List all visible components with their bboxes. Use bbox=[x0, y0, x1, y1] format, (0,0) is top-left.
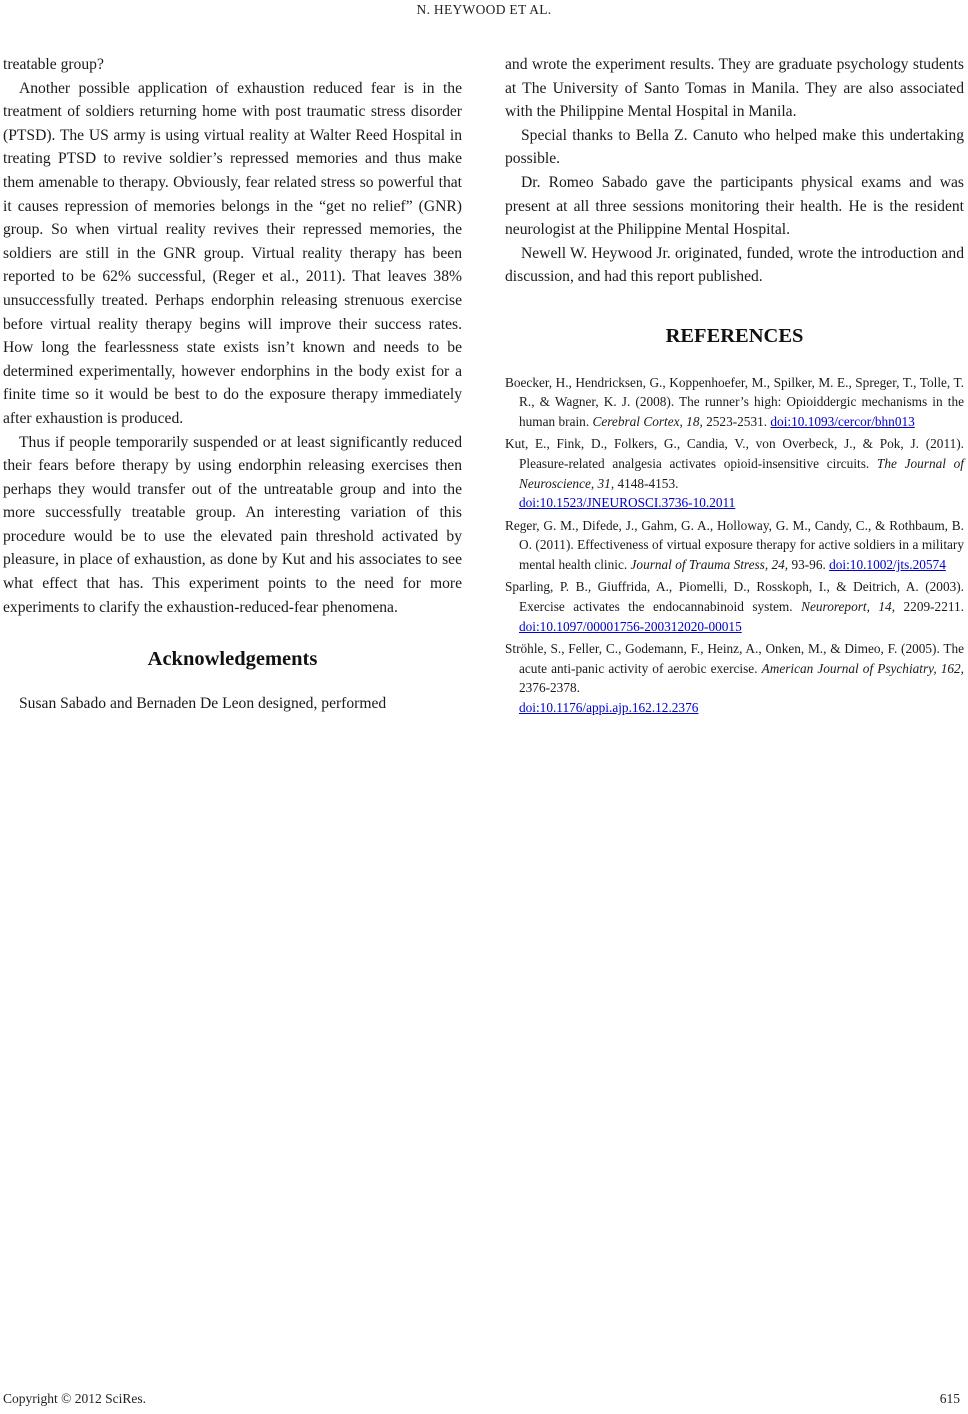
reference-pages: 93-96. bbox=[788, 556, 830, 572]
reference-authors: Sparling, P. B., Giuffrida, A., Piomelli, D., Rosskoph, I., & Deitrich, A. (2003). Exercise activates the endocannabinoid system. bbox=[505, 579, 964, 615]
reference-source: The Journal of Neuroscience, 31, bbox=[519, 455, 964, 491]
paragraph: Another possible application of exhaustion reduced fear is in the treatment of soldiers returning home with post traumatic stress disorder (PTSD). The US army is using virtual reality at Walter Reed Hospital in treating PTSD to revive soldier’s repressed memories and thus make them amenable to therapy. Obviously, fear related stress so powerful that it causes repression of memories belongs in the “get no relief” (GNR) group. So when virtual reality revives their repressed memories, the soldiers are still in the GNR group. Virtual reality therapy has been reported to be 62% successful, (Reger et al., 2011). That leaves 38% unsuccessfully treated. Perhaps endorphin releasing strenuous exercise before virtual reality therapy begins will improve their success rates. How long the fearlessness state exists isn’t known and needs to be determined experimentally, however endorphins in the body exist for a finite time so it would be best to do the exposure therapy immediately after exhaustion is produced. bbox=[3, 79, 462, 427]
references-heading: REFERENCES bbox=[665, 324, 804, 347]
reference-list bbox=[505, 373, 964, 718]
reference-pages: 2209-2211. bbox=[895, 599, 964, 615]
reference-item bbox=[505, 516, 964, 575]
running-head: N. HEYWOOD ET AL. bbox=[416, 2, 552, 17]
reference-authors: Ströhle, S., Feller, C., Godemann, F., Heinz, A., Onken, M., & Dimeo, F. (2005). The acute anti-panic activity of aerobic exercise. bbox=[505, 641, 964, 676]
reference-item bbox=[505, 577, 964, 636]
reference-source: Neuroreport, 14, bbox=[801, 599, 896, 615]
copyright-notice: Copyright © 2012 SciRes. bbox=[3, 1391, 147, 1406]
reference-item bbox=[505, 639, 964, 717]
reference-authors: Reger, G. M., Difede, J., Gahm, G. A., Holloway, G. M., Candy, C., & Rothbaum, B. O. (2011). Effectiveness of virtual exposure therapy for active soldiers in a military mental health clinic. bbox=[505, 517, 964, 572]
page-number: 615 bbox=[939, 1391, 960, 1406]
paragraph: Thus if people temporarily suspended or at least significantly reduced their fears before therapy by using endorphin releasing exercises then perhaps they would transfer out of the untreatable group and into the more successfully treatable group. An interesting variation of this procedure would be to use the elevated pain threshold activated by pleasure, in place of exhaustion, as done by Kut and his associates to see what effect that has. This experiment points to the need for more experiments to clarify the exhaustion-reduced-fear phenomena. bbox=[3, 433, 462, 616]
reference-authors: Kut, E., Fink, D., Folkers, G., Candia, V., von Overbeck, J., & Pok, J. (2011). Pleasure-related analgesia activates opioid-insensitive circuits. bbox=[505, 436, 964, 471]
doi-link[interactable]: doi:10.1097/00001756-200312020-00015 bbox=[519, 618, 742, 634]
reference-pages: 2523-2531. bbox=[702, 413, 771, 429]
paragraph: Newell W. Heywood Jr. originated, funded, wrote the introduction and discussion, and had this report published. bbox=[505, 244, 964, 286]
reference-item bbox=[505, 373, 964, 432]
left-column bbox=[3, 53, 462, 715]
reference-source: American Journal of Psychiatry, 162, bbox=[761, 660, 964, 676]
paragraph: Susan Sabado and Bernaden De Leon designed, performed bbox=[19, 694, 387, 712]
doi-link[interactable]: doi:10.1002/jts.20574 bbox=[829, 556, 946, 572]
reference-authors: Boecker, H., Hendricksen, G., Koppenhoefer, M., Spilker, M. E., Spreger, T., Tolle, T. R., & Wagner, K. J. (2008). The runner’s high: Opioiddergic mechanisms in the human brain. bbox=[505, 374, 964, 429]
reference-pages: 4148-4153. bbox=[614, 475, 679, 491]
reference-item bbox=[505, 434, 964, 512]
paragraph: treatable group? bbox=[3, 56, 104, 73]
acknowledgements-heading: Acknowledgements bbox=[147, 648, 318, 671]
doi-link[interactable]: doi:10.1176/appi.ajp.162.12.2376 bbox=[519, 700, 699, 716]
paragraph: and wrote the experiment results. They are graduate psychology students at The University of Santo Tomas in Manila. They are also associated with the Philippine Mental Hospital in Manila. bbox=[505, 56, 964, 121]
doi-link[interactable]: doi:10.1523/JNEUROSCI.3736-10.2011 bbox=[519, 495, 736, 511]
doi-link[interactable]: doi:10.1093/cercor/bhn013 bbox=[770, 413, 915, 429]
paragraph: Special thanks to Bella Z. Canuto who helped make this undertaking possible. bbox=[505, 126, 964, 168]
reference-source: Journal of Trauma Stress, 24, bbox=[630, 556, 789, 572]
paragraph: Dr. Romeo Sabado gave the participants physical exams and was present at all three sessions monitoring their health. He is the resident neurologist at the Philippine Mental Hospital. bbox=[505, 173, 964, 239]
reference-pages: 2376-2378. bbox=[519, 680, 580, 696]
right-column bbox=[505, 53, 964, 721]
reference-source: Cerebral Cortex, 18, bbox=[592, 413, 703, 429]
